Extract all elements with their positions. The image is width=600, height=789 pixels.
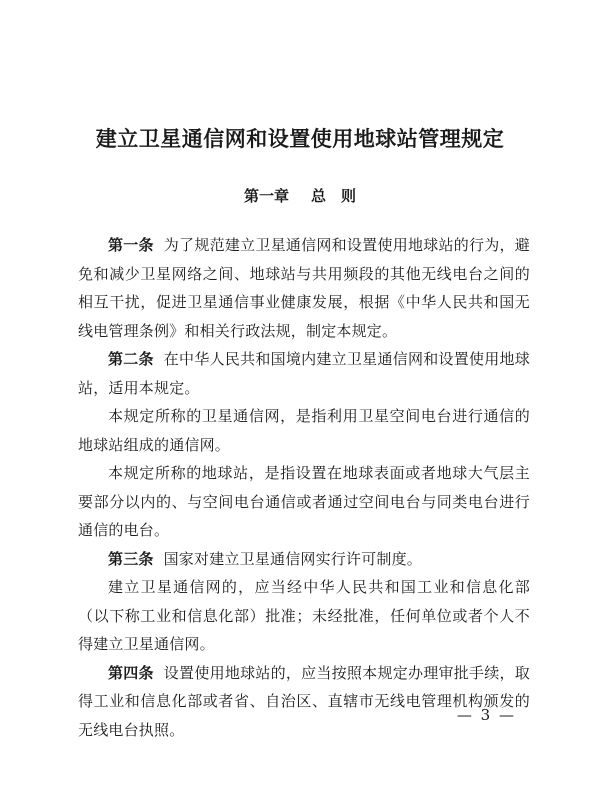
paragraph-text: 本规定所称的卫星通信网，是指利用卫星空间电台进行通信的地球站组成的通信网。	[78, 407, 530, 454]
article-number: 第三条	[108, 549, 154, 568]
paragraph-text: 为了规范建立卫星通信网和设置使用地球站的行为，避免和减少卫星网络之间、地球站与共用频段的其他无线电台之间的相互干扰，促进卫星通信事业健康发展，根据《中华人民共和国无线电管理条例》和相关行政法规，制定本规定。	[78, 236, 530, 340]
article-number: 第二条	[108, 350, 154, 368]
article-4-paragraph	[78, 659, 530, 745]
article-3-paragraph	[78, 545, 530, 574]
article-2-paragraph	[78, 345, 530, 402]
page-number: — 3 —	[456, 706, 516, 724]
chapter-heading	[0, 185, 600, 206]
document-body	[78, 231, 530, 744]
paragraph-text: 在中华人民共和国境内建立卫星通信网和设置使用地球站，适用本规定。	[78, 350, 530, 397]
chapter-name: 总 则	[311, 187, 357, 205]
article-2-earth-station-definition	[78, 459, 530, 545]
article-1-paragraph	[78, 231, 530, 345]
paragraph-text: 设置使用地球站的，应当按照本规定办理审批手续，取得工业和信息化部或者省、自治区、直辖市无线电管理机构颁发的无线电台执照。	[78, 663, 530, 739]
article-number: 第四条	[108, 663, 154, 682]
paragraph-text: 国家对建立卫星通信网实行许可制度。	[163, 549, 423, 568]
article-2-satellite-network-definition	[78, 402, 530, 459]
chapter-number: 第一章	[243, 187, 289, 205]
article-number: 第一条	[108, 236, 154, 254]
paragraph-text: 建立卫星通信网的，应当经中华人民共和国工业和信息化部（以下称工业和信息化部）批准；未经批准，任何单位或者个人不得建立卫星通信网。	[78, 578, 530, 653]
document-title: 建立卫星通信网和设置使用地球站管理规定	[95, 127, 505, 151]
article-3-approval-paragraph	[78, 573, 530, 659]
paragraph-text: 本规定所称的地球站，是指设置在地球表面或者地球大气层主要部分以内的、与空间电台通信或者通过空间电台与同类电台进行通信的电台。	[78, 464, 530, 539]
